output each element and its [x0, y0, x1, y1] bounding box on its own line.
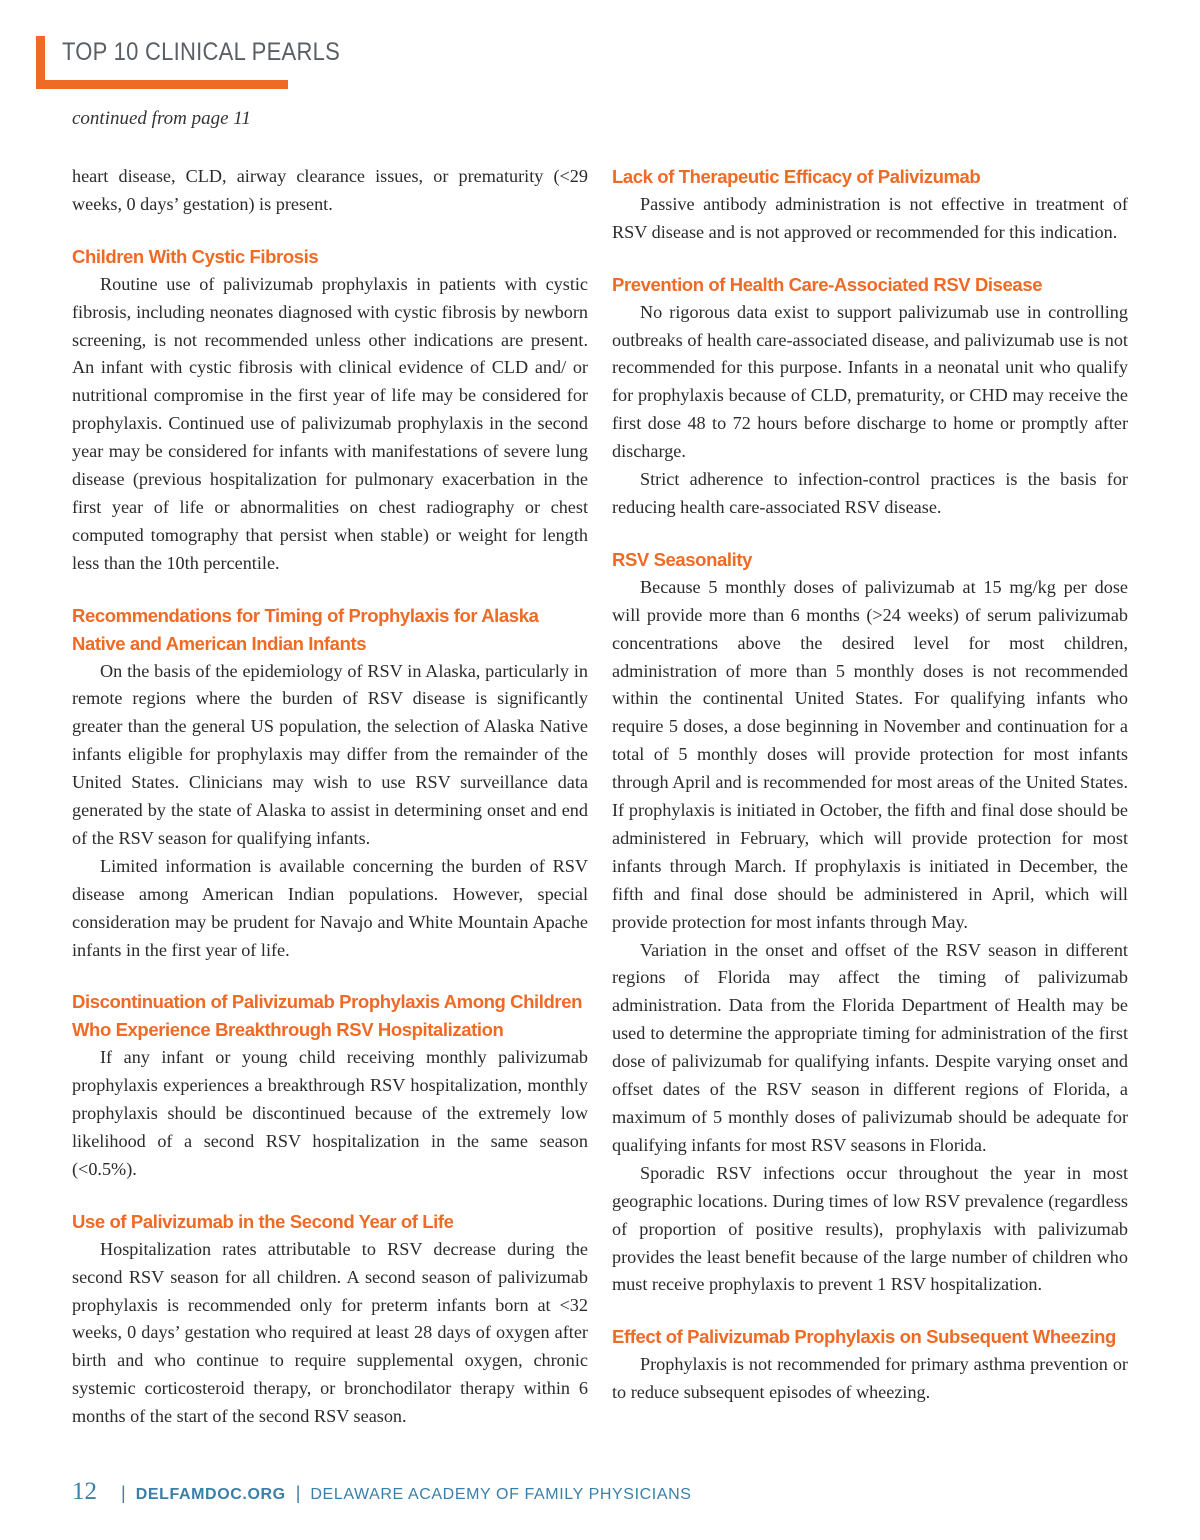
- paragraph: Hospitalization rates attributable to RSV decrease during the second RSV season for all children. A second season of palivizumab prophylaxis is recommended only for preterm infants born at <32 weeks, 0 days’ gestation who required at least 28 days of oxygen after birth and who continue to require supplemental oxygen, chronic systemic corticosteroid therapy, or bronchodilator therapy within 6 months of the start of the second RSV season.: [72, 1238, 588, 1427]
- right-column: [612, 163, 1128, 1407]
- header-accent-underline: [36, 80, 288, 89]
- continued-note: continued from page 11: [72, 108, 251, 129]
- paragraph: Prophylaxis is not recommended for primary asthma prevention or to reduce subsequent episodes of wheezing.: [612, 1354, 1128, 1403]
- footer-organization: DELAWARE ACADEMY OF FAMILY PHYSICIANS: [310, 1486, 692, 1503]
- paragraph: Variation in the onset and offset of the RSV season in different regions of Florida may affect the timing of palivizumab administration. Data from the Florida Department of Health may be used to determine the appropriate timing for administration of the first dose of palivizumab for qualifying infants. Despite varying onset and offset dates of the RSV season in different regions of Florida, a maximum of 5 monthly doses of palivizumab should be adequate for qualifying infants for most RSV seasons in Florida.: [612, 939, 1128, 1155]
- paragraph: Strict adherence to infection-control practices is the basis for reducing health care-associated RSV disease.: [612, 469, 1128, 517]
- paragraph: Passive antibody administration is not effective in treatment of RSV disease and is not approved or recommended for this indication.: [612, 193, 1128, 242]
- heading-rsv-seasonality: RSV Seasonality: [612, 548, 753, 570]
- heading-second-year: Use of Palivizumab in the Second Year of Life: [72, 1210, 454, 1232]
- footer-site-link[interactable]: DELFAMDOC.ORG: [135, 1486, 286, 1503]
- page-footer: [72, 1478, 692, 1510]
- paragraph: If any infant or young child receiving monthly palivizumab prophylaxis experiences a breakthrough RSV hospitalization, monthly prophylaxis should be discontinued because of the extremely low likelihood of a second RSV hospitalization in the same season (<0.5%).: [72, 1047, 588, 1179]
- heading-alaska-native: Recommendations for Timing of Prophylaxis for Alaska Native and American Indian Infants: [72, 604, 539, 654]
- heading-discontinuation: Discontinuation of Palivizumab Prophylaxis Among Children Who Experience Breakthrough RSV Hospitalization: [72, 991, 582, 1041]
- footer-separator: |: [295, 1483, 301, 1503]
- heading-cystic-fibrosis: Children With Cystic Fibrosis: [72, 245, 319, 267]
- paragraph: Sporadic RSV infections occur throughout the year in most geographic locations. During times of low RSV prevalence (regardless of proportion of positive results), prophylaxis with palivizumab provides the least benefit because of the large number of children who must receive prophylaxis to prevent 1 RSV hospitalization.: [612, 1162, 1128, 1295]
- paragraph: No rigorous data exist to support palivizumab use in controlling outbreaks of health care-associated disease, and palivizumab use is not recommended for this purpose. Infants in a neonatal unit who qualify for prophylaxis because of CLD, prematurity, or CHD may receive the first dose 48 to 72 hours before discharge to home or promptly after discharge.: [612, 301, 1128, 462]
- paragraph: Routine use of palivizumab prophylaxis in patients with cystic fibrosis, including neonates diagnosed with cystic fibrosis by newborn screening, is not recommended unless other indications are present. An infant with cystic fibrosis with clinical evidence of CLD and/ or nutritional compromise in the first year of life may be considered for prophylaxis. Continued use of palivizumab prophylaxis in the second year may be considered for infants with manifestations of severe lung disease (previous hospitalization for pulmonary exacerbation in the first year of life or abnormalities on chest radiography or chest computed tomography that persist when stable) or weight for length less than the 10th percentile.: [72, 273, 588, 573]
- paragraph: Limited information is available concerning the burden of RSV disease among American Indian populations. However, special consideration may be prudent for Navajo and White Mountain Apache infants in the first year of life.: [72, 855, 588, 960]
- paragraph: Because 5 monthly doses of palivizumab at 15 mg/kg per dose will provide more than 6 months (>24 weeks) of serum palivizumab concentrations above the desired level for most children, administration of more than 5 monthly doses is not recommended within the continental United States. For qualifying infants who require 5 doses, a dose beginning in November and continuation for a total of 5 monthly doses will provide protection for most infants through April and is recommended for most areas of the United States. If prophylaxis is initiated in October, the fifth and final dose should be administered in February, which will provide protection for most infants through March. If prophylaxis is initiated in December, the fifth and final dose should be administered in April, which will provide protection for most infants through May.: [612, 576, 1128, 932]
- footer-separator: |: [121, 1483, 126, 1503]
- paragraph: On the basis of the epidemiology of RSV in Alaska, particularly in remote regions where the burden of RSV disease is significantly greater than the general US population, the selection of Alaska Native infants eligible for prophylaxis may differ from the remainder of the United States. Clinicians may wish to use RSV surveillance data generated by the state of Alaska to assist in determining onset and end of the RSV season for qualifying infants.: [72, 660, 588, 848]
- intro-paragraph: heart disease, CLD, airway clearance issues, or prematurity (<29 weeks, 0 days’ gestation) is present.: [72, 166, 588, 214]
- heading-wheezing: Effect of Palivizumab Prophylaxis on Subsequent Wheezing: [612, 1326, 1116, 1348]
- left-column: [72, 163, 588, 1431]
- page-number: 12: [72, 1478, 97, 1505]
- section-label: TOP 10 CLINICAL PEARLS: [62, 38, 341, 66]
- heading-therapeutic-efficacy: Lack of Therapeutic Efficacy of Palivizumab: [612, 166, 981, 187]
- heading-health-care-associated: Prevention of Health Care-Associated RSV Disease: [612, 273, 1043, 295]
